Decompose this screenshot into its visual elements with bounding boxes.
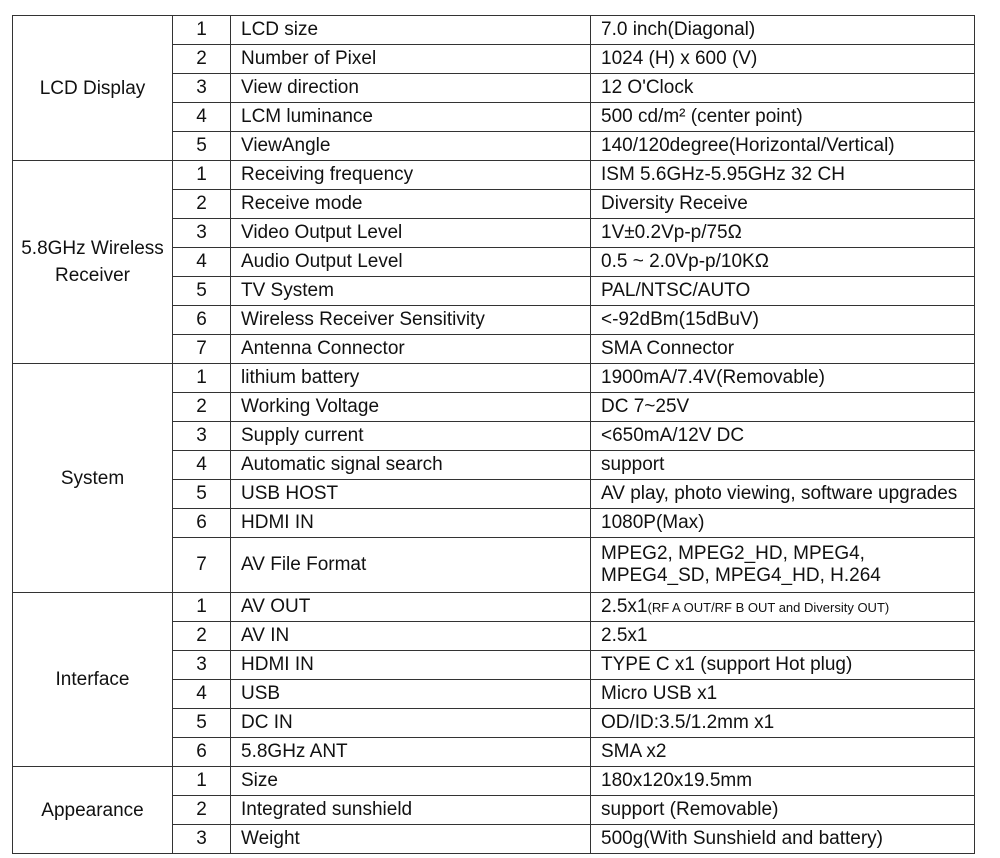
spec-item: ViewAngle: [231, 132, 591, 161]
table-row: [13, 16, 975, 45]
spec-table: [12, 15, 975, 854]
spec-item: AV OUT: [231, 593, 591, 622]
spec-item: AV File Format: [231, 538, 591, 593]
row-number: 5: [173, 277, 231, 306]
row-number: 4: [173, 248, 231, 277]
spec-item: Supply current: [231, 422, 591, 451]
row-number: 7: [173, 335, 231, 364]
row-number: 1: [173, 16, 231, 45]
spec-value: [591, 480, 975, 509]
row-number: 5: [173, 132, 231, 161]
spec-value: [591, 738, 975, 767]
row-number: 4: [173, 451, 231, 480]
spec-item: HDMI IN: [231, 509, 591, 538]
spec-value: [591, 103, 975, 132]
spec-value: [591, 132, 975, 161]
group-title: System: [13, 364, 173, 593]
spec-value-text: ISM 5.6GHz-5.95GHz 32 CH: [601, 164, 845, 185]
group-title: Appearance: [13, 767, 173, 854]
spec-item: View direction: [231, 74, 591, 103]
group-title: LCD Display: [13, 16, 173, 161]
spec-value-text: SMA x2: [601, 741, 667, 762]
spec-item: Number of Pixel: [231, 45, 591, 74]
spec-item: DC IN: [231, 709, 591, 738]
spec-value-text: 500 cd/m² (center point): [601, 106, 803, 127]
spec-item: LCD size: [231, 16, 591, 45]
spec-item: USB: [231, 680, 591, 709]
spec-item: Receive mode: [231, 190, 591, 219]
row-number: 4: [173, 680, 231, 709]
row-number: 4: [173, 103, 231, 132]
spec-value-text: 1900mA/7.4V(Removable): [601, 367, 825, 388]
spec-value: [591, 709, 975, 738]
spec-value-text: 2.5x1: [601, 595, 648, 617]
spec-item: LCM luminance: [231, 103, 591, 132]
spec-value-text-line2: MPEG4_SD, MPEG4_HD, H.264: [601, 565, 881, 586]
spec-value: [591, 767, 975, 796]
spec-item: Wireless Receiver Sensitivity: [231, 306, 591, 335]
spec-value-note: (RF A OUT/RF B OUT and Diversity OUT): [647, 599, 890, 615]
row-number: 2: [173, 393, 231, 422]
spec-item: 5.8GHz ANT: [231, 738, 591, 767]
spec-value-text: support (Removable): [601, 799, 779, 820]
spec-item: Antenna Connector: [231, 335, 591, 364]
spec-value: [591, 248, 975, 277]
spec-value-text: OD/ID:3.5/1.2mm x1: [601, 712, 775, 733]
spec-item: Weight: [231, 825, 591, 854]
spec-item: Working Voltage: [231, 393, 591, 422]
spec-value-text: 2.5x1: [601, 625, 648, 646]
row-number: 6: [173, 306, 231, 335]
table-row: [13, 364, 975, 393]
spec-item: Receiving frequency: [231, 161, 591, 190]
spec-value: [591, 538, 975, 593]
spec-item: Integrated sunshield: [231, 796, 591, 825]
spec-value-text: 0.5 ~ 2.0Vp-p/10KΩ: [601, 251, 769, 272]
spec-item: AV IN: [231, 622, 591, 651]
spec-value-text: 1080P(Max): [601, 512, 705, 533]
spec-value: [591, 161, 975, 190]
row-number: 2: [173, 622, 231, 651]
spec-item: USB HOST: [231, 480, 591, 509]
spec-value-text: 1V±0.2Vp-p/75Ω: [601, 222, 742, 243]
spec-value: [591, 593, 975, 622]
spec-value: [591, 393, 975, 422]
spec-table-body: [13, 16, 975, 854]
spec-value-text: <650mA/12V DC: [601, 425, 745, 446]
spec-item: TV System: [231, 277, 591, 306]
spec-value: [591, 796, 975, 825]
spec-item: Size: [231, 767, 591, 796]
spec-value: [591, 16, 975, 45]
row-number: 1: [173, 593, 231, 622]
row-number: 1: [173, 767, 231, 796]
row-number: 6: [173, 509, 231, 538]
group-title: Interface: [13, 593, 173, 767]
spec-value: [591, 219, 975, 248]
spec-value: [591, 422, 975, 451]
row-number: 2: [173, 190, 231, 219]
spec-value: [591, 45, 975, 74]
row-number: 5: [173, 480, 231, 509]
spec-value: [591, 190, 975, 219]
spec-value: [591, 622, 975, 651]
spec-value: [591, 680, 975, 709]
spec-value-text: 500g(With Sunshield and battery): [601, 828, 883, 849]
spec-value-text: 140/120degree(Horizontal/Vertical): [601, 135, 895, 156]
row-number: 3: [173, 422, 231, 451]
spec-value: [591, 451, 975, 480]
spec-item: HDMI IN: [231, 651, 591, 680]
spec-value-text: DC 7~25V: [601, 396, 690, 417]
spec-value-text: <-92dBm(15dBuV): [601, 309, 759, 330]
row-number: 2: [173, 796, 231, 825]
spec-value: [591, 277, 975, 306]
spec-value: [591, 306, 975, 335]
table-row: [13, 161, 975, 190]
row-number: 1: [173, 161, 231, 190]
row-number: 3: [173, 74, 231, 103]
spec-value-text: PAL/NTSC/AUTO: [601, 280, 751, 301]
spec-value-text: Diversity Receive: [601, 193, 748, 214]
spec-value-text: SMA Connector: [601, 338, 735, 359]
spec-value-text: support: [601, 454, 665, 475]
spec-value-text: Micro USB x1: [601, 683, 718, 704]
spec-value-text: AV play, photo viewing, software upgrades: [601, 483, 958, 504]
spec-value-text: 7.0 inch(Diagonal): [601, 19, 756, 40]
row-number: 5: [173, 709, 231, 738]
group-title: 5.8GHz Wireless Receiver: [13, 161, 173, 364]
spec-item: Video Output Level: [231, 219, 591, 248]
spec-item: Audio Output Level: [231, 248, 591, 277]
spec-value: [591, 335, 975, 364]
spec-item: lithium battery: [231, 364, 591, 393]
row-number: 2: [173, 45, 231, 74]
spec-value-text: 12 O'Clock: [601, 77, 694, 98]
spec-value-text: TYPE C x1 (support Hot plug): [601, 654, 853, 675]
spec-item: Automatic signal search: [231, 451, 591, 480]
row-number: 1: [173, 364, 231, 393]
spec-value-text: 180x120x19.5mm: [601, 770, 753, 791]
row-number: 3: [173, 651, 231, 680]
spec-value: [591, 651, 975, 680]
spec-value: [591, 825, 975, 854]
spec-value: [591, 74, 975, 103]
spec-value-text: MPEG2, MPEG2_HD, MPEG4,: [601, 543, 865, 564]
row-number: 3: [173, 825, 231, 854]
row-number: 6: [173, 738, 231, 767]
row-number: 3: [173, 219, 231, 248]
spec-value: [591, 364, 975, 393]
row-number: 7: [173, 538, 231, 593]
table-row: [13, 767, 975, 796]
spec-value-text: 1024 (H) x 600 (V): [601, 48, 758, 69]
spec-value: [591, 509, 975, 538]
table-row: [13, 593, 975, 622]
